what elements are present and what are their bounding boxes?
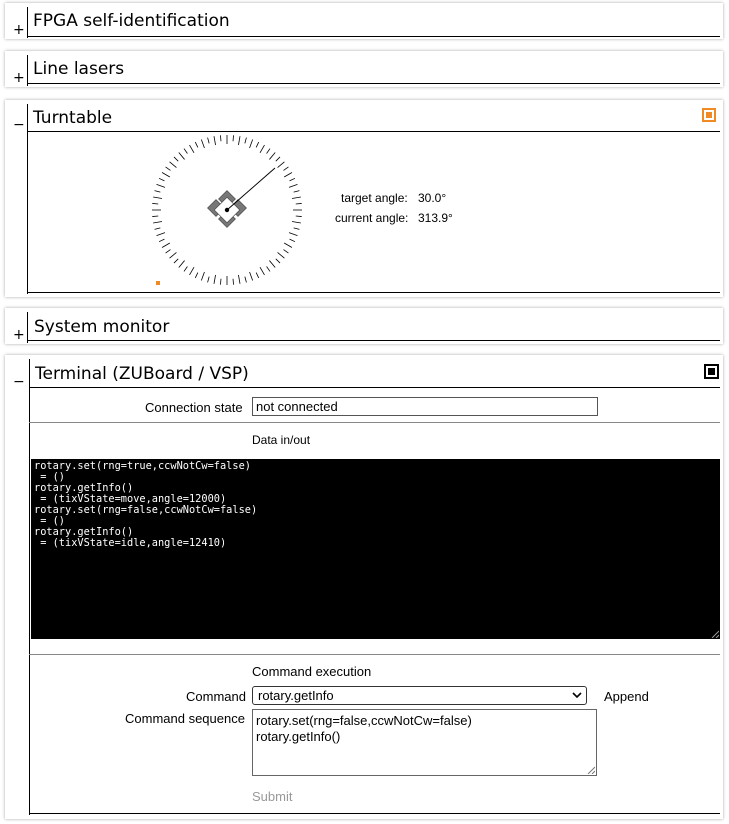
panel-title[interactable]: FPGA self-identification xyxy=(33,11,230,31)
dial-tick xyxy=(174,157,178,161)
terminal-line: = (tixVState=move,angle=12000) xyxy=(34,493,227,505)
panel-terminal xyxy=(5,355,723,819)
command-sequence-label: Command sequence xyxy=(125,711,245,726)
dial-tick xyxy=(170,252,177,258)
terminal-line: rotary.getInfo() xyxy=(34,482,134,494)
dial-tick xyxy=(157,233,165,236)
divider xyxy=(27,131,720,132)
dial-tick xyxy=(284,167,289,170)
dial-tick xyxy=(220,135,221,141)
sequence-line: rotary.set(rng=false,ccwNotCw=false) xyxy=(256,713,472,728)
dial-tick xyxy=(190,267,195,275)
dial-tick xyxy=(153,197,162,199)
divider xyxy=(27,55,28,86)
divider xyxy=(29,422,720,423)
dial-tick xyxy=(250,272,253,280)
dial-tick xyxy=(233,135,234,141)
expand-toggle[interactable]: + xyxy=(13,22,25,38)
command-execution-label: Command execution xyxy=(252,664,372,679)
dial-tick xyxy=(166,167,171,170)
dial-tick xyxy=(296,216,302,217)
dial-tick xyxy=(245,277,247,283)
terminal-line: rotary.set(rng=false,ccwNotCw=false) xyxy=(34,504,258,516)
command-select[interactable] xyxy=(252,686,587,705)
panel-title[interactable]: System monitor xyxy=(34,317,170,337)
dial-tick xyxy=(269,261,275,268)
dial-tick xyxy=(162,173,170,178)
dial-tick xyxy=(201,140,204,148)
turntable-tile-icon xyxy=(208,191,247,228)
current-angle-needle xyxy=(227,168,275,210)
terminal-line: rotary.set(rng=true,ccwNotCw=false) xyxy=(34,460,251,472)
dial-tick xyxy=(294,228,300,230)
dial-tick xyxy=(267,267,270,272)
dial-tick xyxy=(278,162,285,168)
divider xyxy=(29,654,720,655)
divider xyxy=(27,36,720,37)
connection-state-label: Connection state xyxy=(145,400,243,415)
dial-tick xyxy=(267,149,270,154)
dial-tick xyxy=(289,233,297,236)
dial-tick xyxy=(157,184,165,187)
collapse-toggle[interactable]: − xyxy=(13,374,25,390)
terminal-line: rotary.getInfo() xyxy=(34,526,134,538)
divider xyxy=(27,7,28,38)
dial-tick xyxy=(238,136,240,145)
dial-tick xyxy=(250,140,253,148)
dial-tick xyxy=(290,178,295,181)
dial-tick xyxy=(284,243,292,248)
panel-title[interactable]: Terminal (ZUBoard / VSP) xyxy=(35,364,249,384)
dial-tick xyxy=(269,153,275,160)
dial-tick xyxy=(153,221,162,223)
panel-turntable xyxy=(5,100,723,297)
dial-tick xyxy=(292,221,301,223)
divider xyxy=(29,813,720,814)
submit-button[interactable]: Submit xyxy=(252,789,293,804)
terminal-output[interactable] xyxy=(31,459,720,639)
dial-tick xyxy=(159,178,164,181)
dial-tick xyxy=(284,250,289,253)
status-indicator xyxy=(156,281,160,285)
dial-tick xyxy=(155,228,161,230)
dial-tick xyxy=(290,239,295,242)
terminal-line: = () xyxy=(34,471,65,483)
expand-toggle[interactable]: + xyxy=(13,327,25,343)
dial-tick xyxy=(184,149,187,154)
dial-tick xyxy=(276,157,280,161)
dial-tick xyxy=(284,173,292,178)
command-select-value: rotary.getInfo xyxy=(258,688,334,703)
divider xyxy=(27,312,28,343)
dial-tick xyxy=(289,184,297,187)
panel-title[interactable]: Turntable xyxy=(33,108,113,128)
dial-tick xyxy=(294,191,300,193)
dial-tick xyxy=(184,267,187,272)
dial-tick xyxy=(260,145,265,153)
command-label: Command xyxy=(186,689,246,704)
dial-tick xyxy=(201,272,204,280)
divider xyxy=(29,359,30,815)
current-angle-value: 313.9° xyxy=(418,211,453,225)
dial-tick xyxy=(296,203,302,204)
collapse-toggle[interactable]: − xyxy=(13,117,25,133)
sequence-line: rotary.getInfo() xyxy=(256,729,341,744)
resize-grip-icon[interactable] xyxy=(587,766,595,774)
append-button[interactable]: Append xyxy=(604,689,649,704)
panel-line-lasers xyxy=(5,51,723,87)
dial-tick xyxy=(233,279,234,285)
terminal-line: = (tixVState=idle,angle=12410) xyxy=(34,537,227,549)
dial-tick xyxy=(214,136,216,145)
panel-title[interactable]: Line lasers xyxy=(33,59,125,79)
data-inout-label: Data in/out xyxy=(252,433,311,447)
dial-tick xyxy=(208,138,210,144)
divider xyxy=(29,387,720,388)
resize-grip-icon[interactable] xyxy=(711,630,719,638)
dial-tick xyxy=(179,153,185,160)
dial-tick xyxy=(256,142,259,147)
target-angle-label: target angle: xyxy=(341,191,408,205)
dial-tick xyxy=(208,277,210,283)
dial-tick xyxy=(276,259,280,263)
dial-tick xyxy=(170,162,177,168)
dial-tick xyxy=(166,250,171,253)
dial-tick xyxy=(179,261,185,268)
dial-tick xyxy=(214,275,216,284)
command-sequence-input[interactable] xyxy=(252,709,597,776)
dial-tick xyxy=(195,273,198,278)
divider xyxy=(27,104,28,294)
dial-tick xyxy=(292,197,301,199)
current-angle-label: current angle: xyxy=(335,211,409,225)
panel-settings-icon[interactable] xyxy=(702,108,716,122)
dial-tick xyxy=(152,203,158,204)
dial-tick xyxy=(159,239,164,242)
dial-tick xyxy=(155,191,161,193)
turntable-dial xyxy=(148,132,308,292)
expand-toggle[interactable]: + xyxy=(13,70,25,86)
dial-tick xyxy=(190,145,195,153)
dial-tick xyxy=(238,275,240,284)
divider xyxy=(27,340,720,341)
panel-settings-icon[interactable] xyxy=(704,364,719,379)
dial-tick xyxy=(220,279,221,285)
panel-system-monitor xyxy=(5,308,723,344)
connection-state-field: not connected xyxy=(252,397,598,416)
dial-tick xyxy=(260,267,265,275)
chevron-down-icon xyxy=(572,692,582,699)
dial-tick xyxy=(245,138,247,144)
dial-tick xyxy=(256,273,259,278)
dial-tick xyxy=(278,252,285,258)
dial-tick xyxy=(162,243,170,248)
dial-tick xyxy=(174,259,178,263)
terminal-line: = () xyxy=(34,515,65,527)
dial-tick xyxy=(195,142,198,147)
panel-fpga xyxy=(5,3,723,39)
divider xyxy=(27,292,720,293)
dial-tick xyxy=(152,216,158,217)
divider xyxy=(27,83,720,84)
target-angle-value: 30.0° xyxy=(418,191,447,205)
